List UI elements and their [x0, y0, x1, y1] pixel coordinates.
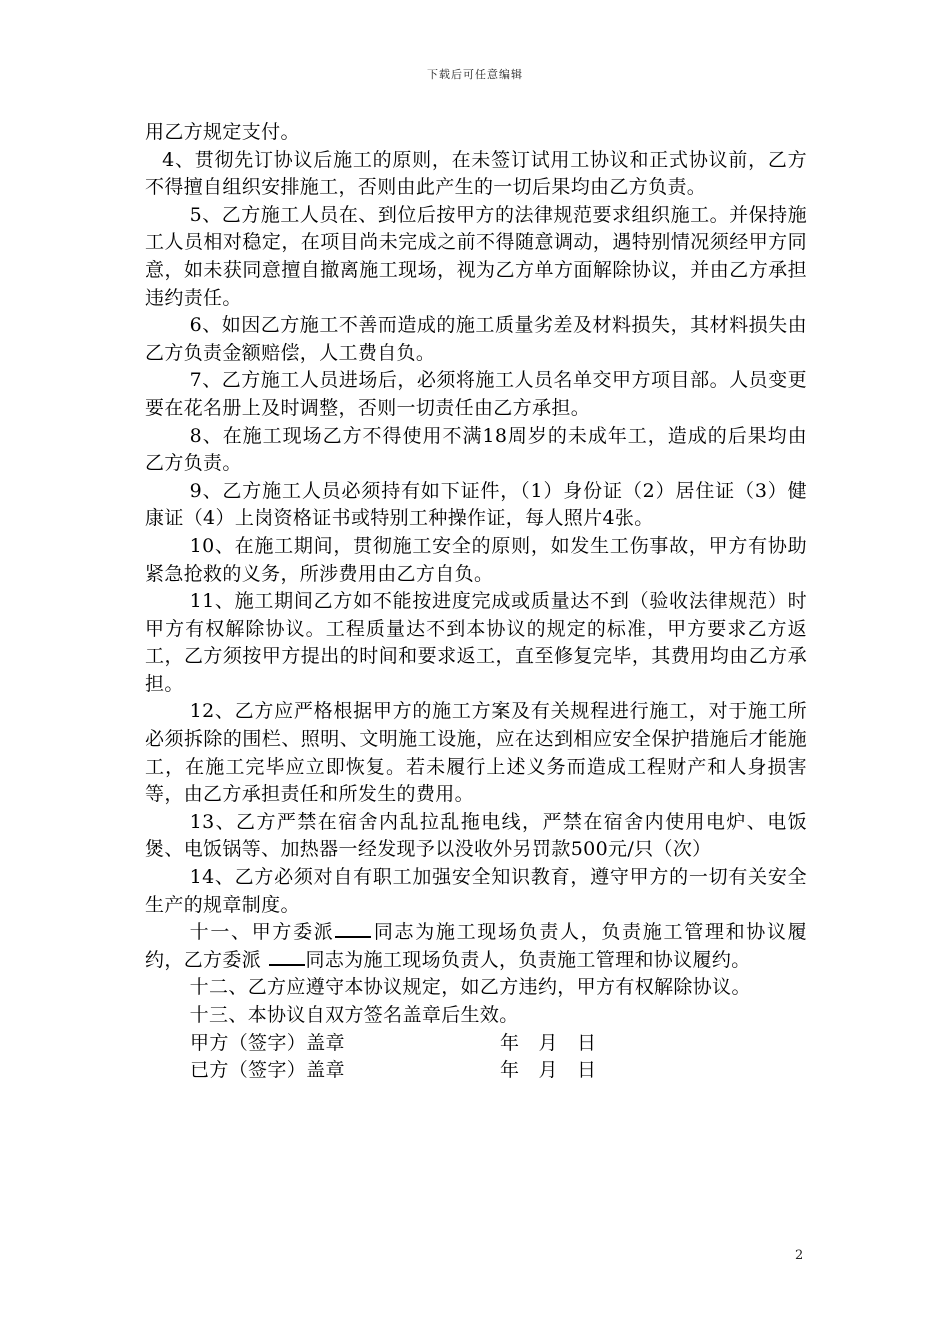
clause-item-10: 10、在施工期间，贯彻施工安全的原则，如发生工伤事故，甲方有协助紧急抢救的义务，所涉费用由乙方自负。: [145, 534, 807, 585]
clause-item-6: 6、如因乙方施工不善而造成的施工质量劣差及材料损失，其材料损失由乙方负责金额赔偿，人工费自负。: [145, 314, 807, 364]
party-a-name-blank: [335, 919, 371, 938]
clause-item-13: 13、乙方严禁在宿舍内乱拉乱拖电线，严禁在宿舍内使用电炉、电饭煲、电饭锅等、加热器一经发现予以没收外另罚款500元/只（次）: [145, 810, 807, 861]
clause-item-7: 7、乙方施工人员进场后，必须将施工人员名单交甲方项目部。人员变更要在花名册上及时调整，否则一切责任由乙方承担。: [145, 369, 807, 419]
signature-row-party-b: [145, 1057, 807, 1085]
signature-label-party-a: 甲方（签字）盖章: [190, 1031, 345, 1054]
clause-item-4: 4、贯彻先订协议后施工的原则，在未签订试用工协议和正式协议前，乙方不得擅自组织安排施工，否则由此产生的一切后果均由乙方负责。: [145, 148, 807, 199]
clause-eleven-part2: 同志为施工现场负责人，负责施工管理和协议履约，乙方委派: [145, 921, 807, 971]
clause-twelve: 十二、乙方应遵守本协议规定，如乙方违约，甲方有权解除协议。: [189, 976, 751, 999]
clause-eleven-part1: 十一、甲方委派: [189, 921, 335, 944]
clause-item-8: 8、在施工现场乙方不得使用不满18周岁的未成年工，造成的后果均由乙方负责。: [145, 424, 807, 475]
party-b-name-blank: [269, 947, 305, 966]
clause-thirteen: 十三、本协议自双方签名盖章后生效。: [189, 1004, 519, 1026]
clause-item-11: 11、施工期间乙方如不能按进度完成或质量达不到（验收法律规范）时甲方有权解除协议。工程质量达不到本协议的规定的标准，甲方要求乙方返工，乙方须按甲方提出的时间和要求返工，直至修复完毕，其费用均由乙方承担。: [145, 590, 807, 695]
clause-item-12: 12、乙方应严格根据甲方的施工方案及有关规程进行施工，对于施工所必须拆除的围栏、照明、文明施工设施，应在达到相应安全保护措施后才能施工，在施工完毕应立即恢复。若未履行上述义务而造成工程财产和人身损害等，由乙方承担责任和所发生的费用。: [145, 700, 807, 806]
clause-eleven-part3: 同志为施工现场负责人，负责施工管理和协议履约。: [305, 948, 751, 971]
signature-date-party-b: 年 月 日: [500, 1059, 597, 1082]
clause-item-14: 14、乙方必须对自有职工加强安全知识教育，遵守甲方的一切有关安全生产的规章制度。: [145, 866, 807, 916]
clause-item-9: 9、乙方施工人员必须持有如下证件，（1）身份证（2）居住证（3）健康证（4）上岗资格证书或特别工种操作证，每人照片4张。: [145, 479, 807, 530]
document-body: [145, 119, 807, 1085]
signature-row-party-a: [145, 1030, 807, 1058]
signature-date-party-a: 年 月 日: [500, 1031, 597, 1054]
signature-label-party-b: 已方（签字）盖章: [190, 1059, 345, 1082]
page-number: 2: [795, 1248, 804, 1263]
clause-item-5: 5、乙方施工人员在、到位后按甲方的法律规范要求组织施工。并保持施工人员相对稳定，在项目尚未完成之前不得随意调动，遇特别情况须经甲方同意，如未获同意擅自撤离施工现场，视为乙方单方面解除协议，并由乙方承担违约责任。: [145, 203, 807, 309]
page-header-note: 下载后可任意编辑: [427, 68, 523, 81]
clause-eleven: [145, 919, 807, 974]
paragraph-continuation: 用乙方规定支付。: [145, 121, 300, 143]
